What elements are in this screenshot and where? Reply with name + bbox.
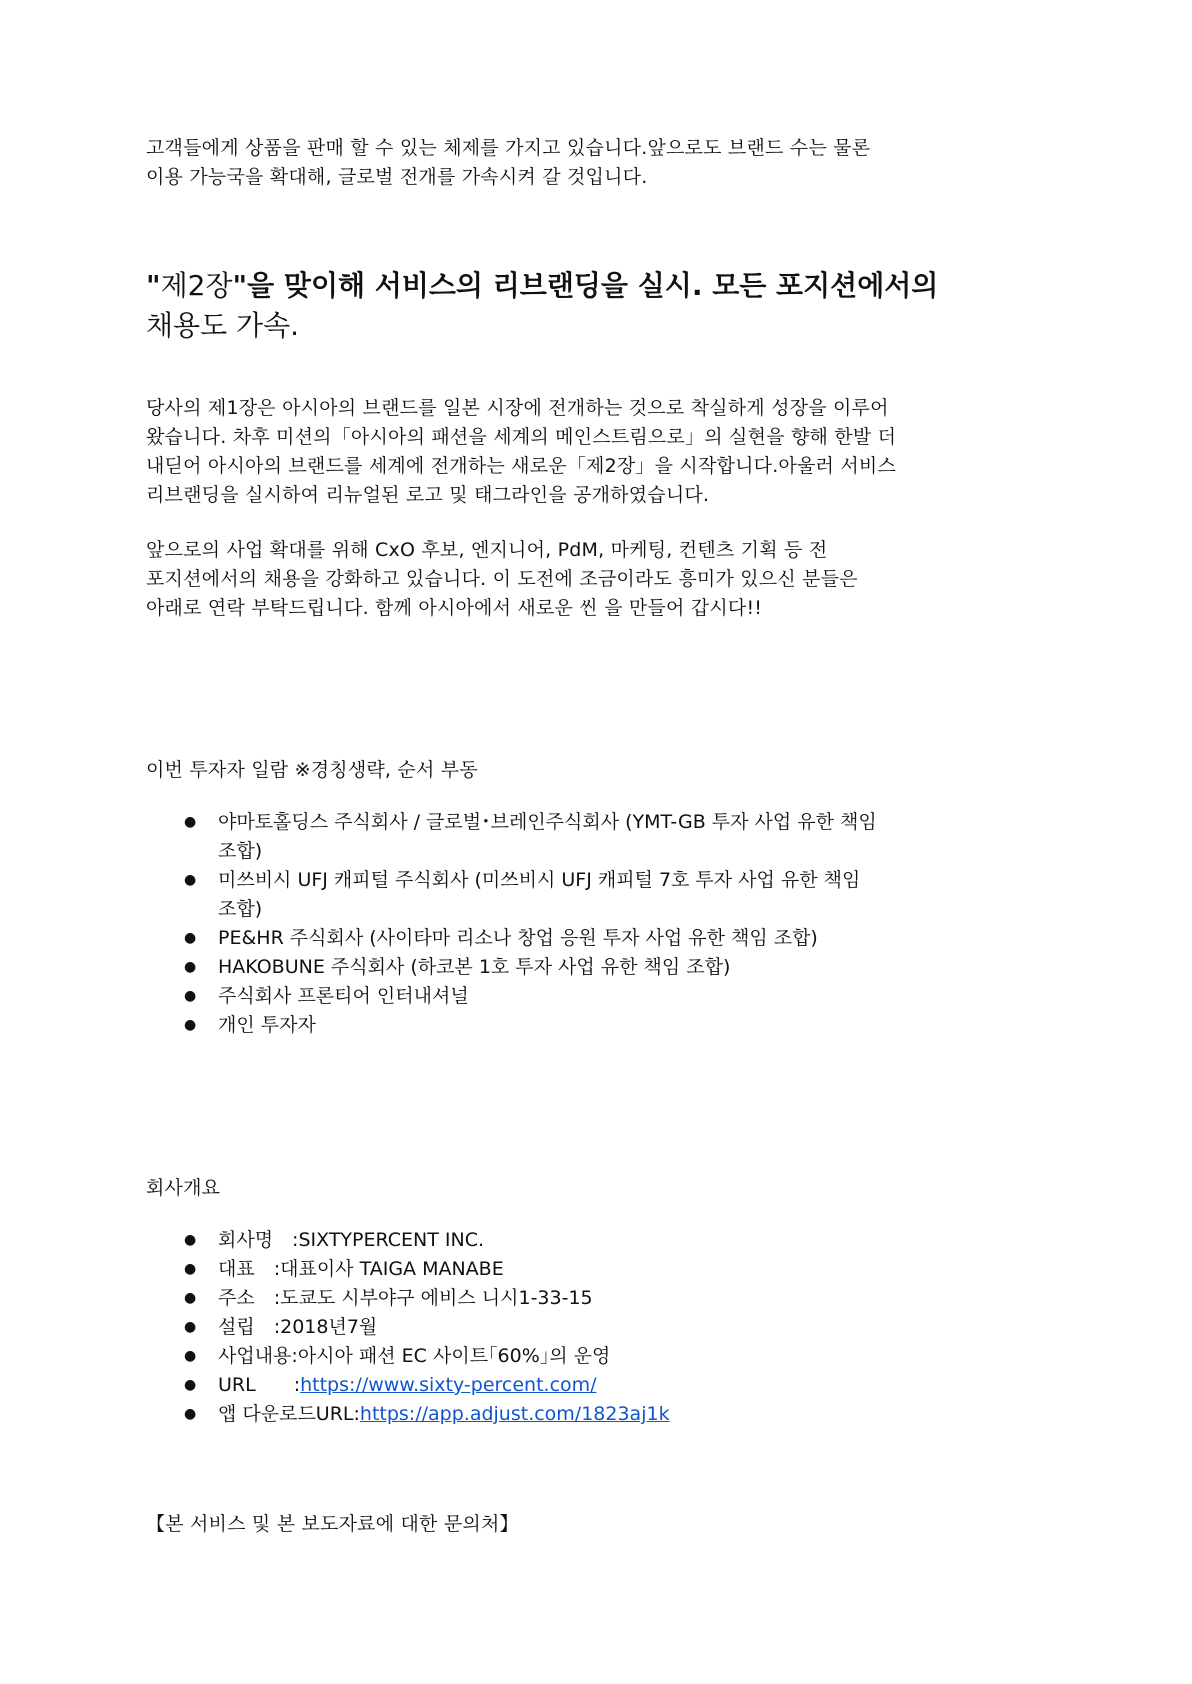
bullet-icon: ● xyxy=(184,1290,197,1306)
address-value: 도쿄도 시부야구 에비스 니시1-33-15 xyxy=(280,1287,593,1309)
website-link[interactable]: https://www.sixty-percent.com/ xyxy=(300,1374,597,1396)
bullet-icon: ● xyxy=(184,814,197,830)
bullet-icon: ● xyxy=(184,930,197,946)
hiring-paragraph xyxy=(146,536,1046,623)
investor-line-2a: 미쓰비시 UFJ 캐피털 주식회사 (미쓰비시 UFJ 캐피털 7호 투자 사업 유한 책임 xyxy=(218,869,861,891)
bullet-icon: ● xyxy=(184,988,197,1004)
list-item xyxy=(146,866,1026,924)
bullet-icon: ● xyxy=(184,1406,197,1422)
ceo-value: 대표이사 TAIGA MANABE xyxy=(280,1258,504,1280)
heading-chapter: 제2장 xyxy=(160,269,233,302)
founded-value: 2018년7월 xyxy=(280,1316,378,1338)
list-item xyxy=(146,924,1026,953)
investor-item-6: 개인 투자자 xyxy=(218,1014,316,1036)
company-name-label: 회사명 : xyxy=(218,1229,299,1251)
investor-line-1b: 조합) xyxy=(218,840,263,862)
rebrand-line-2: 왔습니다. 차후 미션의「아시아의 패션을 세계의 메인스트림으로」의 실현을 향해 한발 더 xyxy=(146,426,897,448)
rebrand-line-4: 리브랜딩을 실시하여 리뉴얼된 로고 및 태그라인을 공개하였습니다. xyxy=(146,484,710,506)
bullet-icon: ● xyxy=(184,1348,197,1364)
heading-quote-open: " xyxy=(146,269,161,302)
heading-line-2: 채용도 가속. xyxy=(146,309,300,342)
intro-paragraph xyxy=(146,134,1046,192)
list-item xyxy=(146,1400,1026,1429)
list-item xyxy=(146,1371,1026,1400)
list-item xyxy=(146,982,1026,1011)
list-item xyxy=(146,1011,1026,1040)
investor-line-1a: 야마토홀딩스 주식회사 / 글로벌･브레인주식회사 (YMT-GB 투자 사업 유한 책임 xyxy=(218,811,877,833)
url-label: URL : xyxy=(218,1374,301,1396)
investor-item-5: 주식회사 프론티어 인터내셔널 xyxy=(218,985,469,1007)
section-heading xyxy=(146,266,1046,346)
bullet-icon: ● xyxy=(184,1377,197,1393)
investors-list xyxy=(146,808,1026,1040)
bullet-icon: ● xyxy=(184,959,197,975)
rebrand-line-1: 당사의 제1장은 아시아의 브랜드를 일본 시장에 전개하는 것으로 착실하게 성장을 이루어 xyxy=(146,397,889,419)
ceo-label: 대표 : xyxy=(218,1258,281,1280)
bullet-icon: ● xyxy=(184,1017,197,1033)
contact-title: 【본 서비스 및 본 보도자료에 대한 문의처】 xyxy=(146,1513,519,1535)
bullet-icon: ● xyxy=(184,1319,197,1335)
address-label: 주소 : xyxy=(218,1287,281,1309)
app-url-label: 앱 다운로드URL: xyxy=(218,1403,360,1425)
list-item xyxy=(146,1342,1026,1371)
intro-line-2: 이용 가능국을 확대해, 글로벌 전개를 가속시켜 갈 것입니다. xyxy=(146,166,648,188)
list-item xyxy=(146,1226,1026,1255)
list-item xyxy=(146,1255,1026,1284)
business-label: 사업내용: xyxy=(218,1345,298,1367)
hiring-line-1: 앞으로의 사업 확대를 위해 CxO 후보, 엔지니어, PdM, 마케팅, 컨텐츠 기획 등 전 xyxy=(146,539,828,561)
investors-title: 이번 투자자 일람 ※경칭생략, 순서 부동 xyxy=(146,759,478,781)
business-value: 아시아 패션 EC 사이트｢60%｣의 운영 xyxy=(297,1345,611,1367)
bullet-icon: ● xyxy=(184,1232,197,1248)
app-download-link[interactable]: https://app.adjust.com/1823aj1k xyxy=(359,1403,670,1425)
list-item xyxy=(146,1313,1026,1342)
heading-line-1-rest: "을 맞이해 서비스의 리브랜딩을 실시. 모든 포지션에서의 xyxy=(232,269,939,302)
bullet-icon: ● xyxy=(184,1261,197,1277)
company-name-value: SIXTYPERCENT INC. xyxy=(298,1229,484,1251)
company-title: 회사개요 xyxy=(146,1177,221,1199)
list-item xyxy=(146,953,1026,982)
rebrand-paragraph xyxy=(146,394,1046,510)
founded-label: 설립 : xyxy=(218,1316,281,1338)
list-item xyxy=(146,1284,1026,1313)
intro-line-1: 고객들에게 상품을 판매 할 수 있는 체제를 가지고 있습니다.앞으로도 브랜드 수는 물론 xyxy=(146,137,871,159)
list-item xyxy=(146,808,1026,866)
rebrand-line-3: 내딛어 아시아의 브랜드를 세계에 전개하는 새로운「제2장」을 시작합니다.아울러 서비스 xyxy=(146,455,896,477)
investor-item-4: HAKOBUNE 주식회사 (하코본 1호 투자 사업 유한 책임 조합) xyxy=(218,956,731,978)
investor-line-2b: 조합) xyxy=(218,898,263,920)
hiring-line-3: 아래로 연락 부탁드립니다. 함께 아시아에서 새로운 씬 을 만들어 갑시다!! xyxy=(146,597,763,619)
company-list xyxy=(146,1226,1026,1429)
investor-item-3: PE&HR 주식회사 (사이타마 리소나 창업 응원 투자 사업 유한 책임 조합) xyxy=(218,927,818,949)
bullet-icon: ● xyxy=(184,872,197,888)
hiring-line-2: 포지션에서의 채용을 강화하고 있습니다. 이 도전에 조금이라도 흥미가 있으신 분들은 xyxy=(146,568,858,590)
